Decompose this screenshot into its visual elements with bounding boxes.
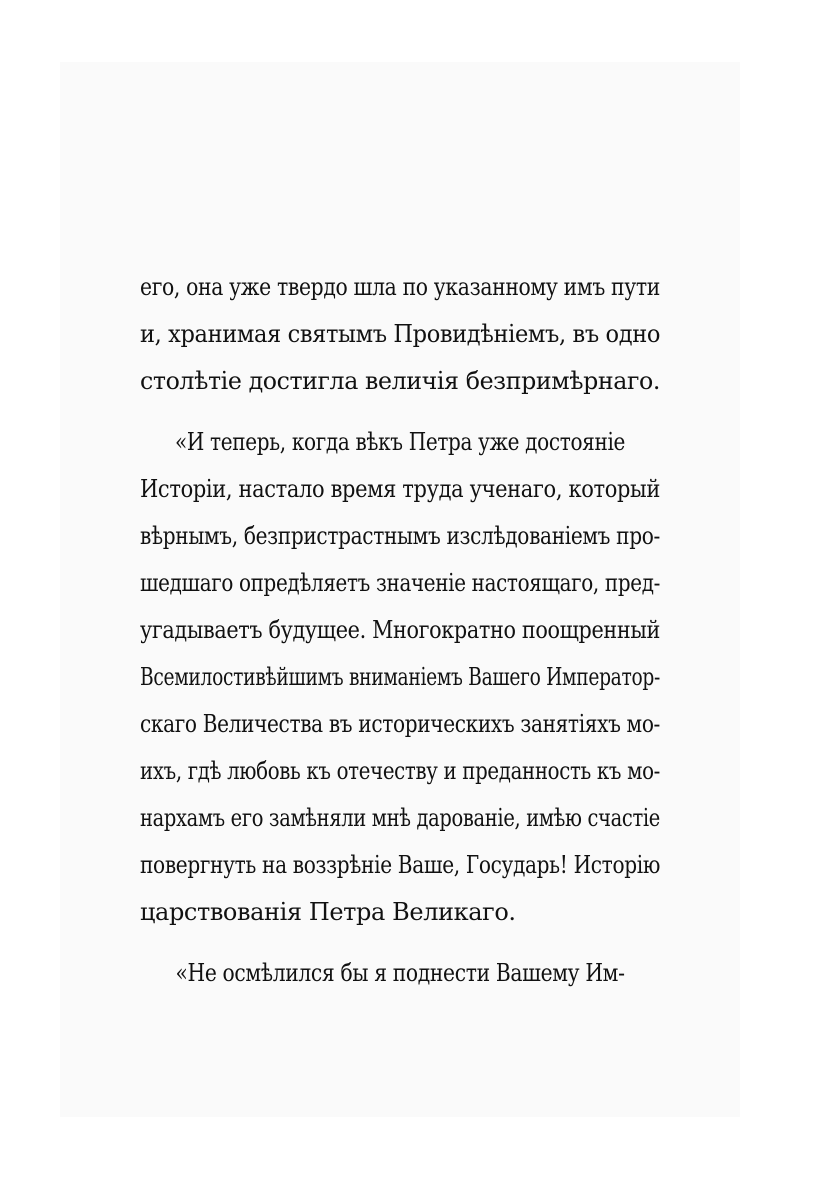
text-line: повергнуть на воззрѣніе Ваше, Государь! Исторію [140, 851, 660, 879]
paragraph-3 [140, 950, 660, 997]
text-line: «Не осмѣлился бы я поднести Вашему Им- [175, 959, 625, 987]
text-line: вѣрнымъ, безпристрастнымъ изслѣдованіемъ про- [140, 522, 660, 550]
text-line: «И теперь, когда вѣкъ Петра уже достояніе [175, 428, 626, 456]
text-line: царствованія Петра Великаго. [140, 898, 516, 926]
text-line: угадываетъ будущее. Многократно поощренный [140, 616, 661, 644]
text-line: и, хранимая святымъ Провидѣніемъ, въ одно [140, 320, 661, 348]
text-line: скаго Величества въ историческихъ занятіяхъ мо- [140, 710, 661, 738]
paragraph-1 [140, 264, 660, 405]
text-line: столѣтіе достигла величія безпримѣрнаго. [140, 367, 660, 395]
text-line: нархамъ его замѣняли мнѣ дарованіе, имѣю счастіе [140, 804, 660, 832]
text-line: шедшаго опредѣляетъ значеніе настоящаго, пред- [140, 569, 661, 597]
text-line: ихъ, гдѣ любовь къ отечеству и преданность къ мо- [140, 757, 661, 785]
text-line: Исторіи, настало время труда ученаго, который [140, 475, 661, 503]
paragraph-2 [140, 419, 660, 936]
text-line: его, она уже твердо шла по указанному имъ пути [140, 273, 660, 301]
text-line: Всемилостивѣйшимъ вниманіемъ Вашего Император- [140, 663, 661, 691]
document-body [140, 264, 660, 997]
